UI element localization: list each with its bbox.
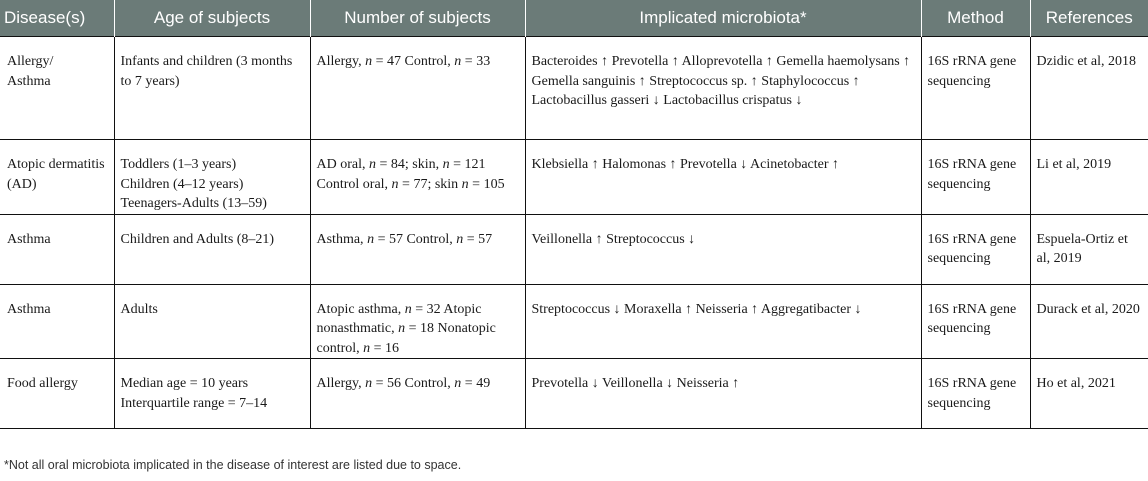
cell-subjects: Asthma, n = 57 Control, n = 57 bbox=[310, 214, 525, 284]
cell-age: Toddlers (1–3 years) Children (4–12 years) Teenagers-Adults (13–59) bbox=[114, 140, 310, 215]
table-row bbox=[0, 37, 1148, 140]
cell-method: 16S rRNA gene sequencing bbox=[921, 284, 1030, 359]
cell-reference: Ho et al, 2021 bbox=[1030, 359, 1148, 429]
cell-subjects: Allergy, n = 56 Control, n = 49 bbox=[310, 359, 525, 429]
cell-microbiota: Veillonella ↑ Streptococcus ↓ bbox=[525, 214, 921, 284]
table-row bbox=[0, 140, 1148, 215]
header-age: Age of subjects bbox=[114, 0, 310, 37]
table-footnote: *Not all oral microbiota implicated in the disease of interest are listed due to space. bbox=[4, 458, 462, 472]
table-row bbox=[0, 284, 1148, 359]
cell-disease: Allergy/ Asthma bbox=[0, 37, 114, 140]
cell-method: 16S rRNA gene sequencing bbox=[921, 37, 1030, 140]
cell-disease: Asthma bbox=[0, 214, 114, 284]
header-microbiota: Implicated microbiota* bbox=[525, 0, 921, 37]
header-subjects: Number of subjects bbox=[310, 0, 525, 37]
cell-reference: Espuela-Ortiz et al, 2019 bbox=[1030, 214, 1148, 284]
header-references: References bbox=[1030, 0, 1148, 37]
cell-method: 16S rRNA gene sequencing bbox=[921, 214, 1030, 284]
cell-disease: Atopic dermatitis (AD) bbox=[0, 140, 114, 215]
header-disease: Disease(s) bbox=[0, 0, 114, 37]
cell-disease: Asthma bbox=[0, 284, 114, 359]
cell-age: Adults bbox=[114, 284, 310, 359]
cell-microbiota: Prevotella ↓ Veillonella ↓ Neisseria ↑ bbox=[525, 359, 921, 429]
cell-reference: Li et al, 2019 bbox=[1030, 140, 1148, 215]
cell-microbiota: Bacteroides ↑ Prevotella ↑ Alloprevotella ↑ Gemella haemolysans ↑ Gemella sanguinis ↑ Streptococcus sp. ↑ Staphylococcus ↑ Lactobacillus gasseri ↓ Lactobacillus crispatus ↓ bbox=[525, 37, 921, 140]
cell-subjects: Allergy, n = 47 Control, n = 33 bbox=[310, 37, 525, 140]
cell-method: 16S rRNA gene sequencing bbox=[921, 140, 1030, 215]
table-row bbox=[0, 359, 1148, 429]
cell-age: Infants and children (3 months to 7 years) bbox=[114, 37, 310, 140]
cell-reference: Durack et al, 2020 bbox=[1030, 284, 1148, 359]
header-row bbox=[0, 0, 1148, 37]
cell-subjects: AD oral, n = 84; skin, n = 121 Control oral, n = 77; skin n = 105 bbox=[310, 140, 525, 215]
header-method: Method bbox=[921, 0, 1030, 37]
cell-microbiota: Klebsiella ↑ Halomonas ↑ Prevotella ↓ Acinetobacter ↑ bbox=[525, 140, 921, 215]
cell-age: Median age = 10 years Interquartile range = 7–14 bbox=[114, 359, 310, 429]
cell-microbiota: Streptococcus ↓ Moraxella ↑ Neisseria ↑ Aggregatibacter ↓ bbox=[525, 284, 921, 359]
cell-method: 16S rRNA gene sequencing bbox=[921, 359, 1030, 429]
cell-reference: Dzidic et al, 2018 bbox=[1030, 37, 1148, 140]
table-row bbox=[0, 214, 1148, 284]
cell-subjects: Atopic asthma, n = 32 Atopic nonasthmatic, n = 18 Nonatopic control, n = 16 bbox=[310, 284, 525, 359]
cell-age: Children and Adults (8–21) bbox=[114, 214, 310, 284]
cell-disease: Food allergy bbox=[0, 359, 114, 429]
